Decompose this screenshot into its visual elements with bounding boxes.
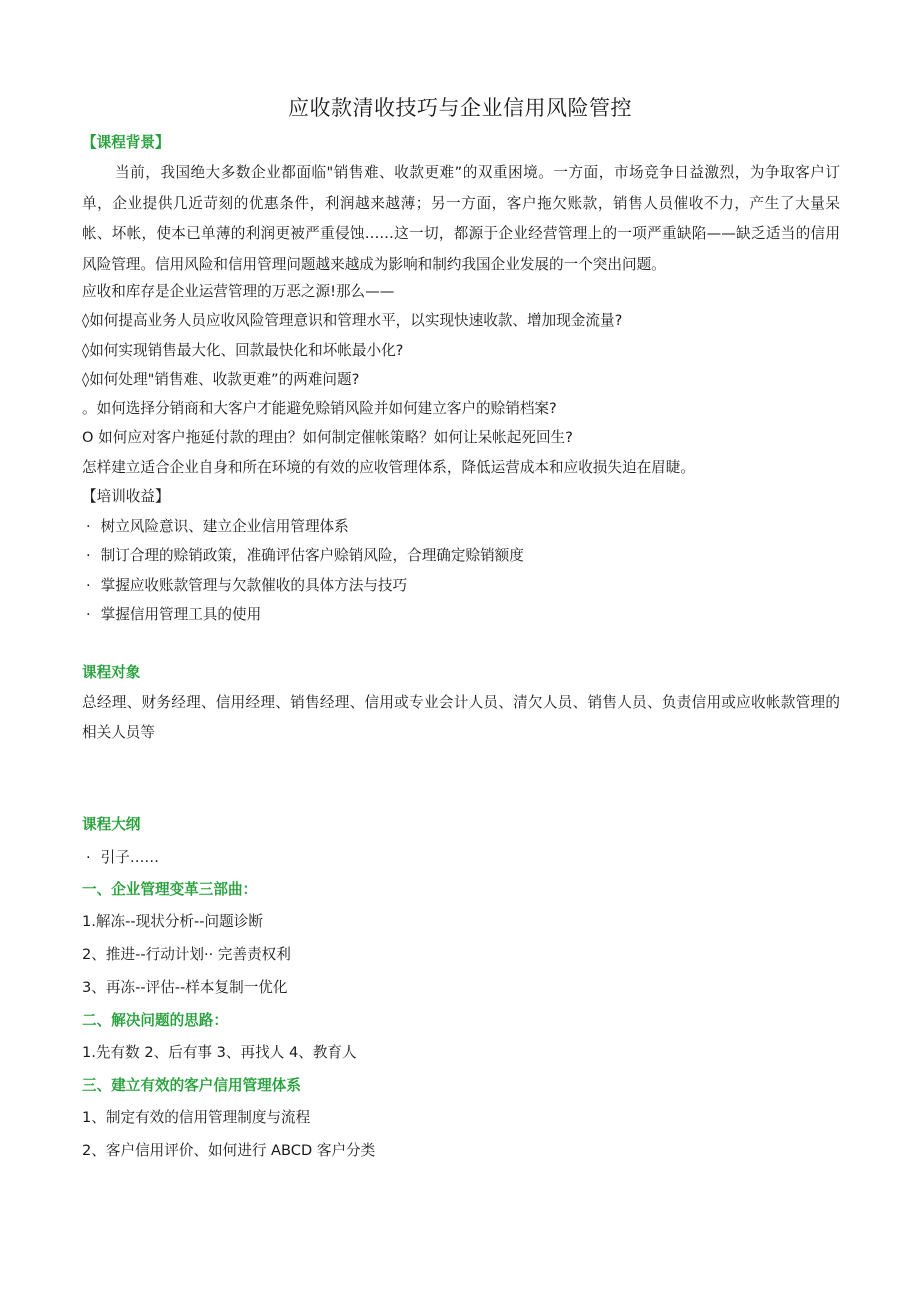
benefit-item [82, 546, 524, 566]
outline-intro-text: 引子…… [100, 849, 160, 866]
section1-item: 3、再冻--评估--样本复制一优化 [82, 979, 288, 996]
bullet-icon: · [86, 849, 91, 866]
section2-heading: 二、解决问题的思路： [82, 1012, 228, 1029]
benefit-item [82, 605, 261, 625]
audience-text: 总经理、财务经理、信用经理、销售经理、信用或专业会计人员、清欠人员、销售人员、负责信用或应收帐款管理的相关人员等 [82, 694, 840, 741]
audience-heading: 课程对象 [82, 664, 141, 681]
benefit-text: 树立风险意识、建立企业信用管理体系 [100, 518, 349, 535]
question-line: ◊如何提高业务人员应收风险管理意识和管理水平，以实现快速收款、增加现金流量? [82, 312, 623, 329]
section3-heading: 三、建立有效的客户信用管理体系 [82, 1077, 301, 1094]
section2-item: 1.先有数 2、后有事 3、再找人 4、教育人 [82, 1044, 357, 1061]
question-line: ◊如何处理"销售难、收款更难”的两难问题? [82, 371, 360, 388]
section1-item: 2、推进--行动计划·· 完善责权利 [82, 946, 291, 963]
benefit-text: 掌握信用管理工具的使用 [100, 606, 262, 623]
benefit-item [82, 576, 407, 596]
bullet-icon: · [86, 577, 91, 594]
background-line: 应收和库存是企业运营管理的万恶之源!那么—— [82, 283, 395, 300]
outline-heading: 课程大纲 [82, 816, 141, 833]
question-line: 。如何选择分销商和大客户才能避免赊销风险并如何建立客户的赊销档案? [82, 400, 557, 417]
background-heading: 【课程背景】 [82, 134, 170, 151]
bullet-icon: · [86, 547, 91, 564]
benefit-item [82, 517, 349, 537]
question-line: ◊如何实现销售最大化、回款最快化和坏帐最小化? [82, 342, 404, 359]
benefit-text: 制订合理的赊销政策，准确评估客户赊销风险，合理确定赊销额度 [100, 547, 524, 564]
outline-intro [82, 848, 159, 868]
bullet-icon: · [86, 606, 91, 623]
benefits-heading: 【培训收益】 [82, 488, 170, 505]
section1-heading: 一、企业管理变革三部曲： [82, 881, 258, 898]
section3-item: 1、制定有效的信用管理制度与流程 [82, 1109, 311, 1126]
section1-item: 1.解冻--现状分析--问题诊断 [82, 913, 263, 930]
question-line: O 如何应对客户拖延付款的理由？如何制定催帐策略？如何让呆帐起死回生? [82, 429, 573, 446]
bullet-icon: · [86, 518, 91, 535]
document-title: 应收款清收技巧与企业信用风险管控 [288, 96, 632, 120]
section3-item: 2、客户信用评价、如何进行 ABCD 客户分类 [82, 1142, 376, 1159]
benefit-text: 掌握应收账款管理与欠款催收的具体方法与技巧 [100, 577, 408, 594]
background-paragraph: 当前，我国绝大多数企业都面临"销售难、收款更难”的双重困境。一方面，市场竞争日益激烈，为争取客户订单，企业提供几近苛刻的优惠条件，利润越来越薄；另一方面，客户拖欠账款，销售人员催收不力，产生了大量呆帐、坏帐，使本已单薄的利润更被严重侵蚀……这一切，都源于企业经营管理上的一项严重缺陷——缺乏适当的信用风险管理。信用风险和信用管理问题越来越成为影响和制约我国企业发展的一个突出问题。 [82, 164, 840, 273]
background-conclusion: 怎样建立适合企业自身和所在环境的有效的应收管理体系，降低运营成本和应收损失迫在眉睫。 [82, 459, 695, 476]
